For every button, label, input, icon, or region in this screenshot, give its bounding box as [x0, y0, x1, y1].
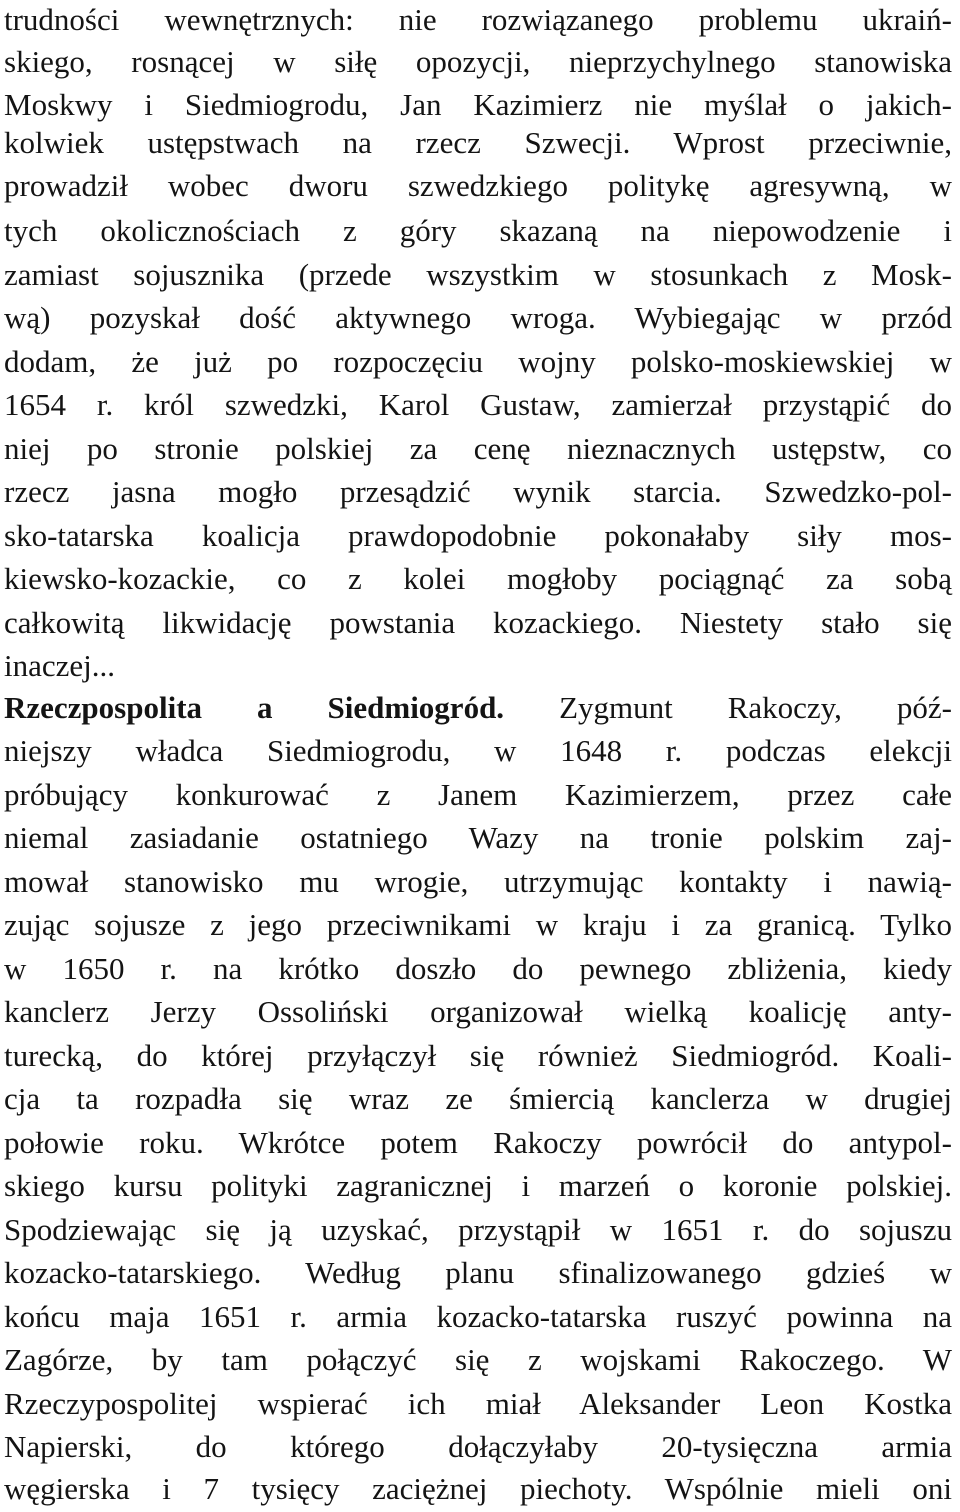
text-line: wą) pozyskał dość aktywnego wroga. Wybiegając w przód: [4, 300, 952, 335]
text-line: dodam, że już po rozpoczęciu wojny polsko-moskiewskiej w: [4, 344, 952, 379]
text-line: Napierski, do którego dołączyłaby 20-tysięczna armia: [4, 1429, 952, 1464]
text-line: węgierska i 7 tysięcy zaciężnej piechoty. Wspólnie mieli oni: [4, 1471, 952, 1506]
text-line: mował stanowisko mu wrogie, utrzymując kontakty i nawią-: [4, 864, 952, 899]
text-line: połowie roku. Wkrótce potem Rakoczy powrócił do antypol-: [4, 1125, 952, 1160]
text-line: zamiast sojusznika (przede wszystkim w stosunkach z Mosk-: [4, 257, 952, 292]
text-line: tych okolicznościach z góry skazaną na niepowodzenie i: [4, 213, 952, 248]
text-line: Zagórze, by tam połączyć się z wojskami Rakoczego. W: [4, 1342, 952, 1377]
text-line: skiego kursu polityki zagranicznej i marzeń o koronie polskiej.: [4, 1168, 952, 1203]
text-line: niemal zasiadanie ostatniego Wazy na tronie polskim zaj-: [4, 820, 952, 855]
text-line: Moskwy i Siedmiogrodu, Jan Kazimierz nie myślał o jakich-: [4, 87, 952, 122]
text-line: zując sojusze z jego przeciwnikami w kraju i za granicą. Tylko: [4, 907, 952, 942]
text-line: rzecz jasna mogło przesądzić wynik starcia. Szwedzko-pol-: [4, 474, 952, 509]
section-heading: Rzeczpospolita a Siedmiogród.: [4, 690, 505, 725]
text-line: niejszy władca Siedmiogrodu, w 1648 r. podczas elekcji: [4, 733, 952, 768]
section-heading-line: [4, 686, 952, 730]
section-heading-tail: Zygmunt Rakoczy, póź-: [504, 690, 952, 725]
text-line: Rzeczypospolitej wspierać ich miał Aleksander Leon Kostka: [4, 1386, 952, 1421]
text-line: cja ta rozpadła się wraz ze śmiercią kanclerza w drugiej: [4, 1081, 952, 1116]
text-line: sko-tatarska koalicja prawdopodobnie pokonałaby siły mos-: [4, 518, 952, 553]
text-line: inaczej...: [4, 648, 116, 683]
text-line: turecką, do której przyłączył się również Siedmiogród. Koali-: [4, 1038, 952, 1073]
text-line: niej po stronie polskiej za cenę nieznacznych ustępstw, co: [4, 431, 952, 466]
text-line: skiego, rosnącej w siłę opozycji, nieprzychylnego stanowiska: [4, 44, 952, 79]
text-line: próbujący konkurować z Janem Kazimierzem, przez całe: [4, 777, 952, 812]
text-line: trudności wewnętrznych: nie rozwiązanego problemu ukraiń-: [4, 2, 952, 37]
text-line: w 1650 r. na krótko doszło do pewnego zbliżenia, kiedy: [4, 951, 952, 986]
text-line: całkowitą likwidację powstania kozackiego. Niestety stało się: [4, 605, 952, 640]
text-line: kiewsko-kozackie, co z kolei mogłoby pociągnąć za sobą: [4, 561, 952, 596]
text-line: końcu maja 1651 r. armia kozacko-tatarska ruszyć powinna na: [4, 1299, 952, 1334]
text-line: kozacko-tatarskiego. Według planu sfinalizowanego gdzieś w: [4, 1255, 952, 1290]
text-line: Spodziewając się ją uzyskać, przystąpił w 1651 r. do sojuszu: [4, 1212, 952, 1247]
text-line: 1654 r. król szwedzki, Karol Gustaw, zamierzał przystąpić do: [4, 387, 952, 422]
text-line: kanclerz Jerzy Ossoliński organizował wielką koalicję anty-: [4, 994, 952, 1029]
text-line: kolwiek ustępstwach na rzecz Szwecji. Wprost przeciwnie,: [4, 125, 952, 160]
text-line: prowadził wobec dworu szwedzkiego politykę agresywną, w: [4, 168, 952, 203]
